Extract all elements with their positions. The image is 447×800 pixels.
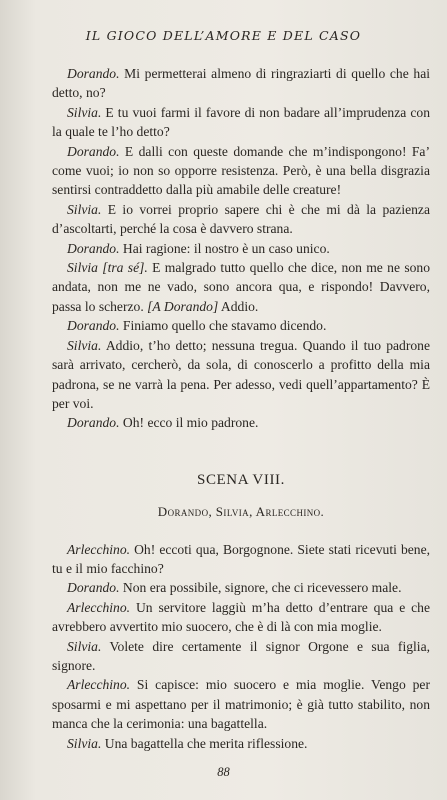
speaker-name: Dorando. bbox=[67, 143, 120, 159]
line-text: Si capisce: mio suocero e mia moglie. Vengo per sposarmi e mi aspettano per il matrimonio; è già tutto stabilito, non manca che la cerimonia: una bagattella. bbox=[52, 677, 430, 732]
speaker-name: Arlecchino. bbox=[67, 677, 131, 693]
dialogue-line bbox=[52, 258, 430, 316]
speaker-name: Dorando. bbox=[67, 318, 120, 334]
scene-heading: SCENA VIII. bbox=[197, 471, 285, 488]
line-text: Addio, t’ho detto; nessuna tregua. Quando il tuo padrone sarà arrivato, cercherò, da sola, di conoscerlo a profitto della mia padrona, se ne varrà la pena. Per adesso, vedi quell’appartamento? È per voi. bbox=[52, 337, 430, 411]
speaker-name: Arlecchino. bbox=[67, 541, 131, 557]
dialogue-line bbox=[52, 239, 430, 258]
speaker-name: Silvia bbox=[67, 260, 98, 276]
dialogue-line bbox=[52, 598, 430, 637]
speaker-name: Dorando. bbox=[67, 415, 120, 431]
line-text: E malgrado tutto quello che dice, non me ne sono andata, non me ne vado, sono ancora qua, e rispondo! Davvero, passa lo scherzo. bbox=[52, 260, 431, 314]
line-text: Oh! ecco il mio padrone. bbox=[119, 415, 259, 431]
line-text: Un servitore laggiù m’ha detto d’entrare qua e che avrebbero avvertito mio suocero, che è di là con mia moglie. bbox=[52, 599, 430, 635]
speaker-name: Silvia. bbox=[67, 201, 102, 217]
stage-direction: [tra sé]. bbox=[97, 260, 148, 276]
dialogue-line bbox=[52, 413, 430, 432]
dialogue-line bbox=[52, 103, 430, 142]
running-title: IL GIOCO DELL’AMORE E DEL CASO bbox=[85, 28, 362, 43]
line-text: E dalli con queste domande che m’indispongono! Fa’ come vuoi; io non so opporre resistenza. Però, è una bella disgrazia sentirsi contraddetto dalla più amabile delle creature! bbox=[52, 143, 430, 198]
speaker-name: Silvia. bbox=[67, 337, 102, 353]
line-text: Oh! eccoti qua, Borgognone. Siete stati ricevuti bene, tu e il mio facchino? bbox=[52, 541, 430, 576]
dialogue-line bbox=[52, 200, 430, 239]
dialogue-block-3 bbox=[52, 540, 430, 753]
line-text: E io vorrei proprio sapere chi è che mi dà la pazienza d’ascoltarti, perché la cosa è davvero strana. bbox=[52, 201, 430, 237]
scene-characters: Dorando, Silvia, Arlecchino. bbox=[157, 504, 325, 520]
line-text: Una bagattella che merita riflessione. bbox=[101, 735, 308, 751]
line-text: E tu vuoi farmi il favore di non badare all’imprudenza con la quale te l’ho detto? bbox=[52, 104, 430, 140]
line-text: Volete dire certamente il signor Orgone e sua figlia, signore. bbox=[52, 638, 430, 673]
dialogue-line bbox=[52, 578, 430, 597]
speaker-name: Silvia. bbox=[67, 638, 102, 654]
dialogue-line bbox=[52, 336, 430, 414]
speaker-name: Silvia. bbox=[67, 735, 102, 751]
dialogue-line bbox=[52, 316, 430, 335]
speaker-name: Dorando. bbox=[67, 240, 120, 256]
dialogue-line bbox=[52, 142, 430, 200]
speaker-name: Dorando. bbox=[67, 580, 120, 596]
page-number: 88 bbox=[217, 765, 230, 779]
line-text: Mi permetterai almeno di ringraziarti di quello che hai detto, no? bbox=[52, 66, 430, 101]
speaker-name: Silvia. bbox=[67, 104, 102, 120]
speaker-name: Arlecchino. bbox=[67, 599, 131, 615]
page-body bbox=[52, 64, 430, 753]
line-text: Addio. bbox=[218, 298, 259, 314]
dialogue-block-2 bbox=[52, 316, 430, 432]
dialogue-line bbox=[52, 540, 430, 579]
dialogue-line bbox=[52, 675, 430, 733]
dialogue-line bbox=[52, 64, 430, 103]
line-text: Non era possibile, signore, che ci ricevessero male. bbox=[119, 580, 402, 596]
dialogue-line bbox=[52, 734, 430, 753]
speaker-name: Dorando. bbox=[67, 66, 120, 81]
stage-direction: [A Dorando] bbox=[147, 298, 219, 314]
line-text: Finiamo quello che stavamo dicendo. bbox=[119, 318, 327, 334]
line-text: Hai ragione: il nostro è un caso unico. bbox=[119, 240, 330, 256]
dialogue-block-1 bbox=[52, 64, 430, 258]
dialogue-line bbox=[52, 637, 430, 676]
